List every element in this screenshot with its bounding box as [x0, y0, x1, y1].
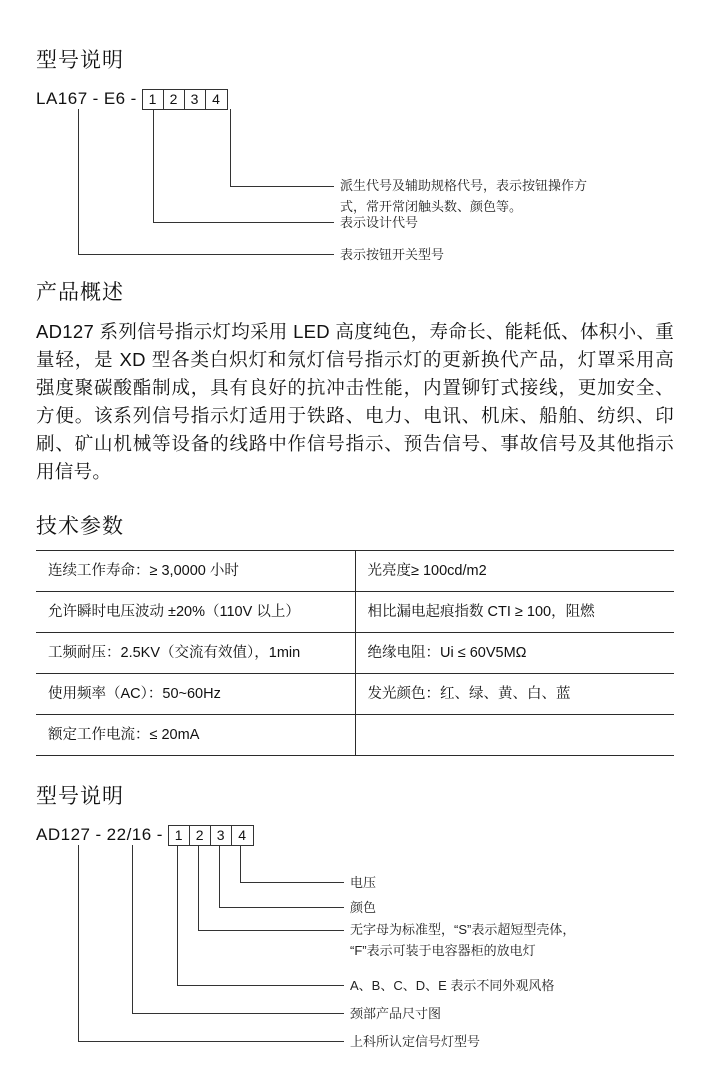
leader-line-vertical-7 [177, 845, 178, 985]
leader-line-vertical-8 [132, 845, 133, 1013]
model-code-diagram-1 [36, 86, 674, 262]
model-code-box-1: 1 [143, 90, 164, 109]
callout-label-9: 上科所认定信号灯型号 [350, 1034, 481, 1049]
leader-line-horizontal-1 [230, 186, 334, 187]
callout-label-8: 颈部产品尺寸图 [350, 1006, 442, 1021]
model-code-line-1 [36, 86, 228, 110]
leader-line-horizontal-8 [132, 1013, 344, 1014]
model-code-separator-1: - [92, 89, 99, 108]
model-code-boxes-2 [168, 825, 254, 846]
spec-cell-right [355, 715, 674, 756]
leader-line-horizontal-4 [240, 882, 344, 883]
model-code-prefix-2: AD127 [36, 825, 91, 844]
spec-cell-right: 发光颜色：红、绿、黄、白、蓝 [355, 674, 674, 715]
spec-cell-left: 使用频率（AC）：50~60Hz [36, 674, 355, 715]
callout-label-4: 电压 [350, 875, 377, 890]
callout-label-6: 无字母为标准型，“S”表示超短型壳体， “F”表示可装于电容器柜的放电灯 [350, 922, 576, 958]
callout-label-1: 派生代号及辅助规格代号，表示按钮操作方 式，常开常闭触头数、颜色等。 [340, 178, 588, 214]
model-code-separator-3: - [95, 825, 102, 844]
model-code-mid: E6 [103, 89, 126, 108]
table-row [36, 551, 674, 592]
callout-label-3: 表示按钮开关型号 [340, 247, 445, 262]
leader-line-horizontal-7 [177, 985, 344, 986]
model-code-separator-2: - [130, 89, 137, 108]
model-code-diagram-2 [36, 822, 674, 1072]
spec-cell-right: 相比漏电起痕指数 CTI ≥ 100，阻燃 [355, 592, 674, 633]
model-code-box-8: 4 [238, 827, 247, 843]
spec-cell-left: 工频耐压：2.5KV（交流有效值），1min [36, 633, 355, 674]
model-code-box-7: 3 [211, 826, 232, 845]
model-code-separator-4: - [156, 825, 163, 844]
leader-line-vertical-3 [78, 109, 79, 254]
model-code-box-5: 1 [169, 826, 190, 845]
table-row [36, 715, 674, 756]
table-row [36, 674, 674, 715]
spec-cell-right: 光亮度≥ 100cd/m2 [355, 551, 674, 592]
spec-cell-right: 绝缘电阻：Ui ≤ 60V5MΩ [355, 633, 674, 674]
leader-line-vertical-9 [78, 845, 79, 1041]
callout-label-2: 表示设计代号 [340, 215, 419, 230]
section-heading-model-note-1: 型号说明 [36, 49, 124, 72]
leader-line-horizontal-9 [78, 1041, 344, 1042]
callout-label-5: 颜色 [350, 900, 377, 915]
leader-line-vertical-4 [240, 845, 241, 882]
section-heading-specs: 技术参数 [36, 515, 124, 538]
model-code-line-2 [36, 822, 254, 846]
leader-line-horizontal-6 [198, 930, 344, 931]
leader-line-vertical-5 [219, 845, 220, 907]
leader-line-horizontal-3 [78, 254, 334, 255]
leader-line-vertical-1 [230, 109, 231, 186]
model-code-box-3: 3 [185, 90, 206, 109]
overview-paragraph: AD127 系列信号指示灯均采用 LED 高度纯色，寿命长、能耗低、体积小、重量轻，是 XD 型各类白炽灯和氖灯信号指示灯的更新换代产品，灯罩采用高强度聚碳酸酯制成，具有良好的抗冲击性能，内置铆钉式接线，更加安全、方便。该系列信号指示灯适用于铁路、电力、电讯、机床、船舶、纺织、印刷、矿山机械等设备的线路中作信号指示、预告信号、事故信号及其他指示用信号。 [36, 321, 674, 482]
model-code-box-6: 2 [190, 826, 211, 845]
model-code-prefix: LA167 [36, 89, 88, 108]
model-code-box-2: 2 [164, 90, 185, 109]
callout-label-7: A、B、C、D、E 表示不同外观风格 [350, 978, 555, 993]
leader-line-horizontal-2 [153, 222, 334, 223]
leader-line-horizontal-5 [219, 907, 344, 908]
model-code-boxes [142, 89, 228, 110]
spec-cell-left: 连续工作寿命：≥ 3,0000 小时 [36, 551, 355, 592]
spec-cell-left: 允许瞬时电压波动 ±20%（110V 以上） [36, 592, 355, 633]
table-row [36, 592, 674, 633]
specs-table [36, 550, 674, 756]
table-row [36, 633, 674, 674]
model-code-mid-2: 22/16 [106, 825, 152, 844]
leader-line-vertical-6 [198, 845, 199, 930]
section-heading-overview: 产品概述 [36, 281, 124, 304]
section-heading-model-note-2: 型号说明 [36, 785, 124, 808]
model-code-box-4: 4 [212, 91, 221, 107]
leader-line-vertical-2 [153, 109, 154, 222]
spec-cell-left: 额定工作电流：≤ 20mA [36, 715, 355, 756]
